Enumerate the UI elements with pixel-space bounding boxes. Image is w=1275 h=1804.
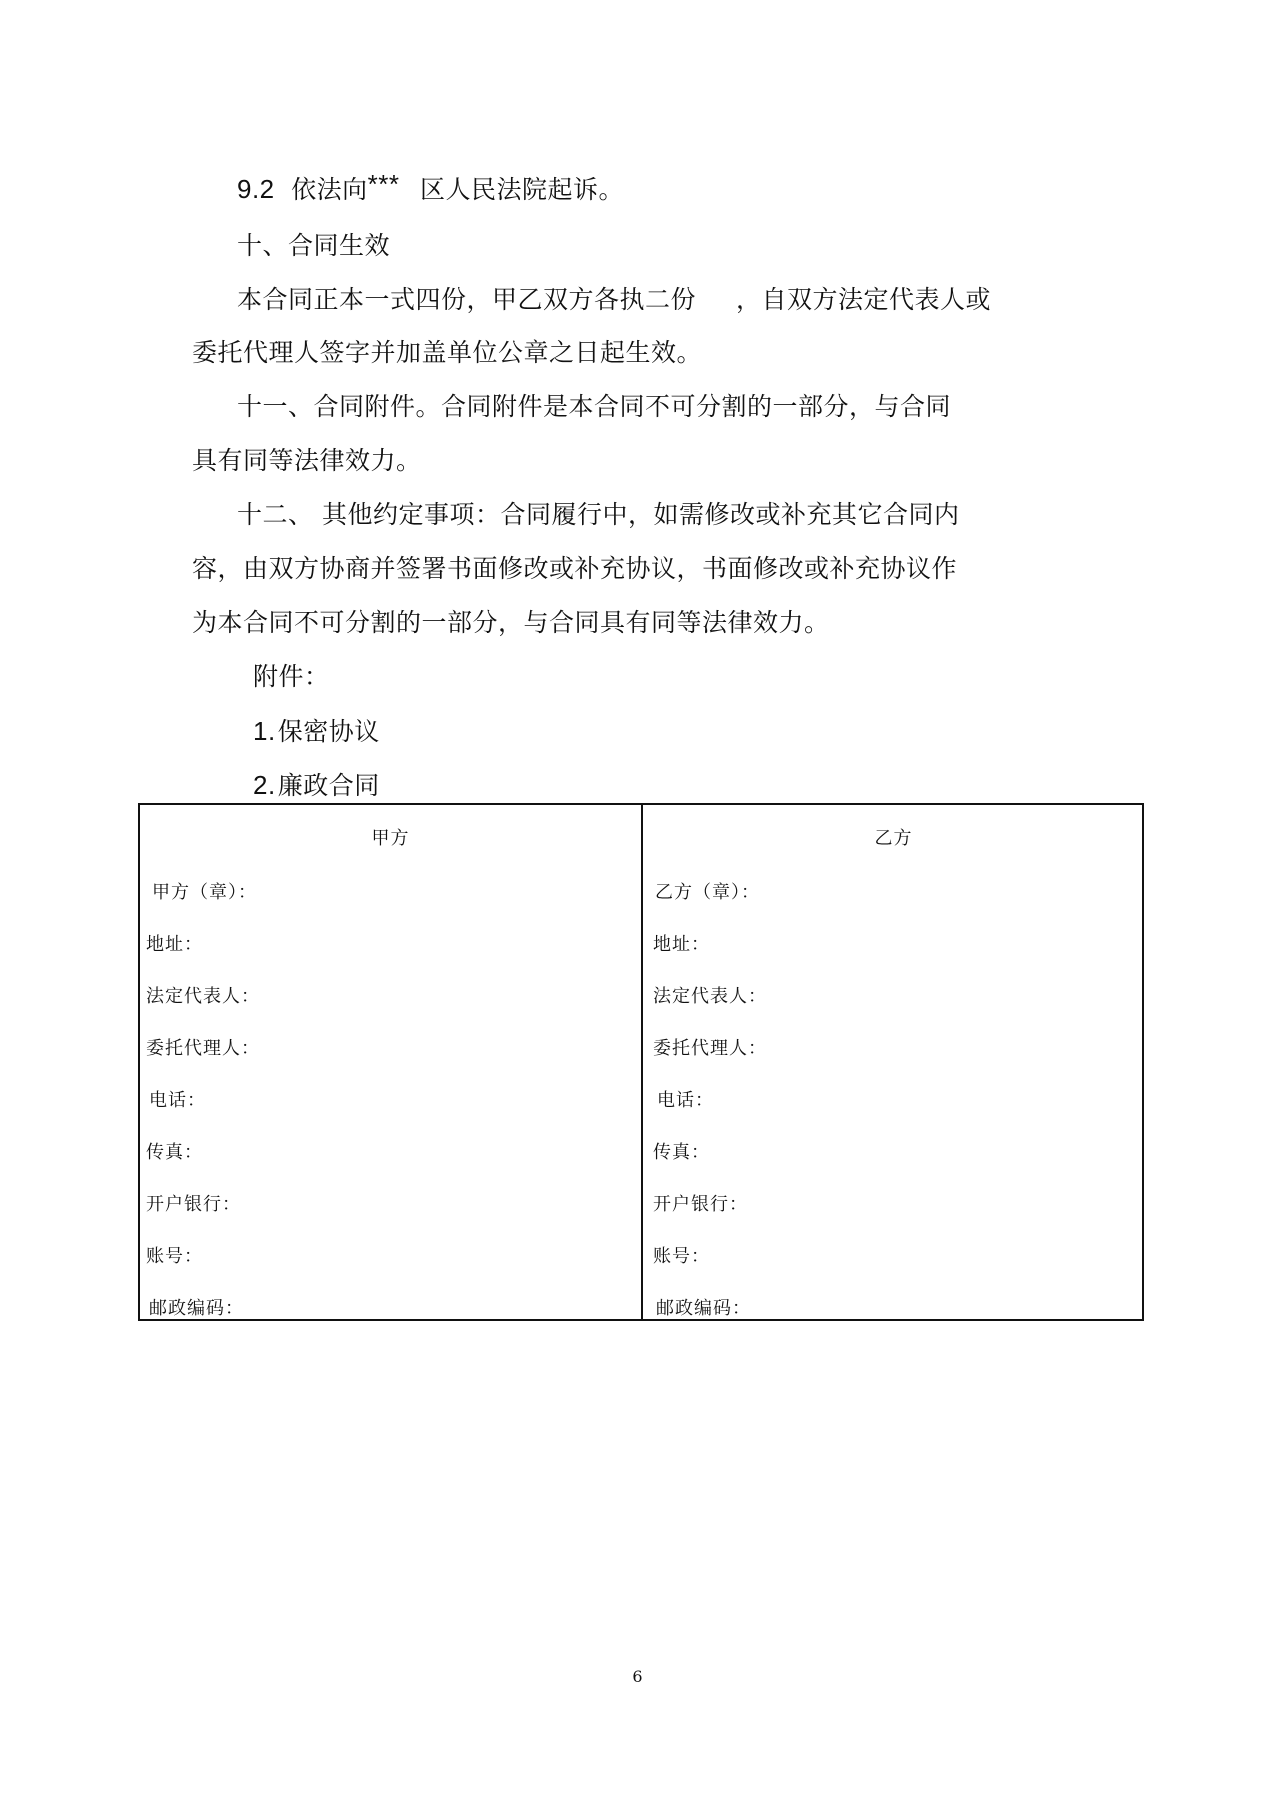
party-a-seal-field: 甲方（章）： [152, 882, 257, 903]
party-a-postcode-field: 邮政编码： [149, 1298, 244, 1319]
party-b-header: 乙方 [874, 828, 913, 849]
party-signature-table [138, 803, 1144, 1321]
party-a-bank-field: 开户银行： [146, 1194, 241, 1215]
section-11-line-2: 具有同等法律效力。 [192, 446, 422, 475]
section-10-line-1 [237, 283, 991, 317]
party-a-header: 甲方 [371, 828, 410, 849]
section-12-line-3: 为本合同不可分割的一部分，与合同具有同等法律效力。 [192, 608, 830, 637]
section-12-line-2: 容，由双方协商并签署书面修改或补充协议，书面修改或补充协议作 [192, 554, 958, 583]
party-a-legal-rep-field: 法定代表人： [146, 986, 260, 1007]
section-12-line-1: 十二、 其他约定事项：合同履行中，如需修改或补充其它合同内 [237, 500, 960, 529]
section-10-line-1b: ，自双方法定代表人或 [736, 285, 992, 314]
page-number: 6 [632, 1667, 643, 1686]
party-b-bank-field: 开户银行： [653, 1194, 748, 1215]
party-a-account-field: 账号： [146, 1246, 203, 1267]
court-text: 区人民法院起诉。 [419, 175, 624, 204]
clause-number: 9.2 [237, 174, 275, 204]
section-10-heading: 十、合同生效 [237, 231, 391, 260]
attachments-heading: 附件： [253, 662, 330, 691]
section-10-line-2: 委托代理人签字并加盖单位公章之日起生效。 [192, 338, 703, 367]
party-b-agent-field: 委托代理人： [653, 1038, 767, 1059]
section-10-line-1a: 本合同正本一式四份，甲乙双方各执二份 [237, 285, 697, 314]
party-a-phone-field: 电话： [149, 1090, 206, 1111]
placeholder-stars: *** [367, 169, 400, 199]
attachment-item [253, 714, 380, 749]
clause-9-2 [237, 169, 624, 207]
clause-text: 依法向 [291, 175, 368, 204]
party-a-fax-field: 传真： [146, 1142, 203, 1163]
party-b-address-field: 地址： [653, 934, 710, 955]
party-a-column [140, 805, 641, 1319]
attachment-label: 保密协议 [277, 717, 380, 746]
attachment-item [253, 768, 380, 803]
party-b-postcode-field: 邮政编码： [656, 1298, 751, 1319]
attachment-number: 1. [253, 716, 276, 746]
party-a-agent-field: 委托代理人： [146, 1038, 260, 1059]
party-b-phone-field: 电话： [657, 1090, 714, 1111]
party-b-fax-field: 传真： [653, 1142, 710, 1163]
party-a-address-field: 地址： [146, 934, 203, 955]
party-b-column [643, 805, 1144, 1319]
attachment-label: 廉政合同 [277, 771, 380, 800]
party-b-legal-rep-field: 法定代表人： [653, 986, 767, 1007]
party-b-seal-field: 乙方（章）： [655, 882, 760, 903]
section-11-line-1: 十一、合同附件。合同附件是本合同不可分割的一部分，与合同 [237, 392, 952, 421]
party-b-account-field: 账号： [653, 1246, 710, 1267]
attachment-number: 2. [253, 770, 276, 800]
